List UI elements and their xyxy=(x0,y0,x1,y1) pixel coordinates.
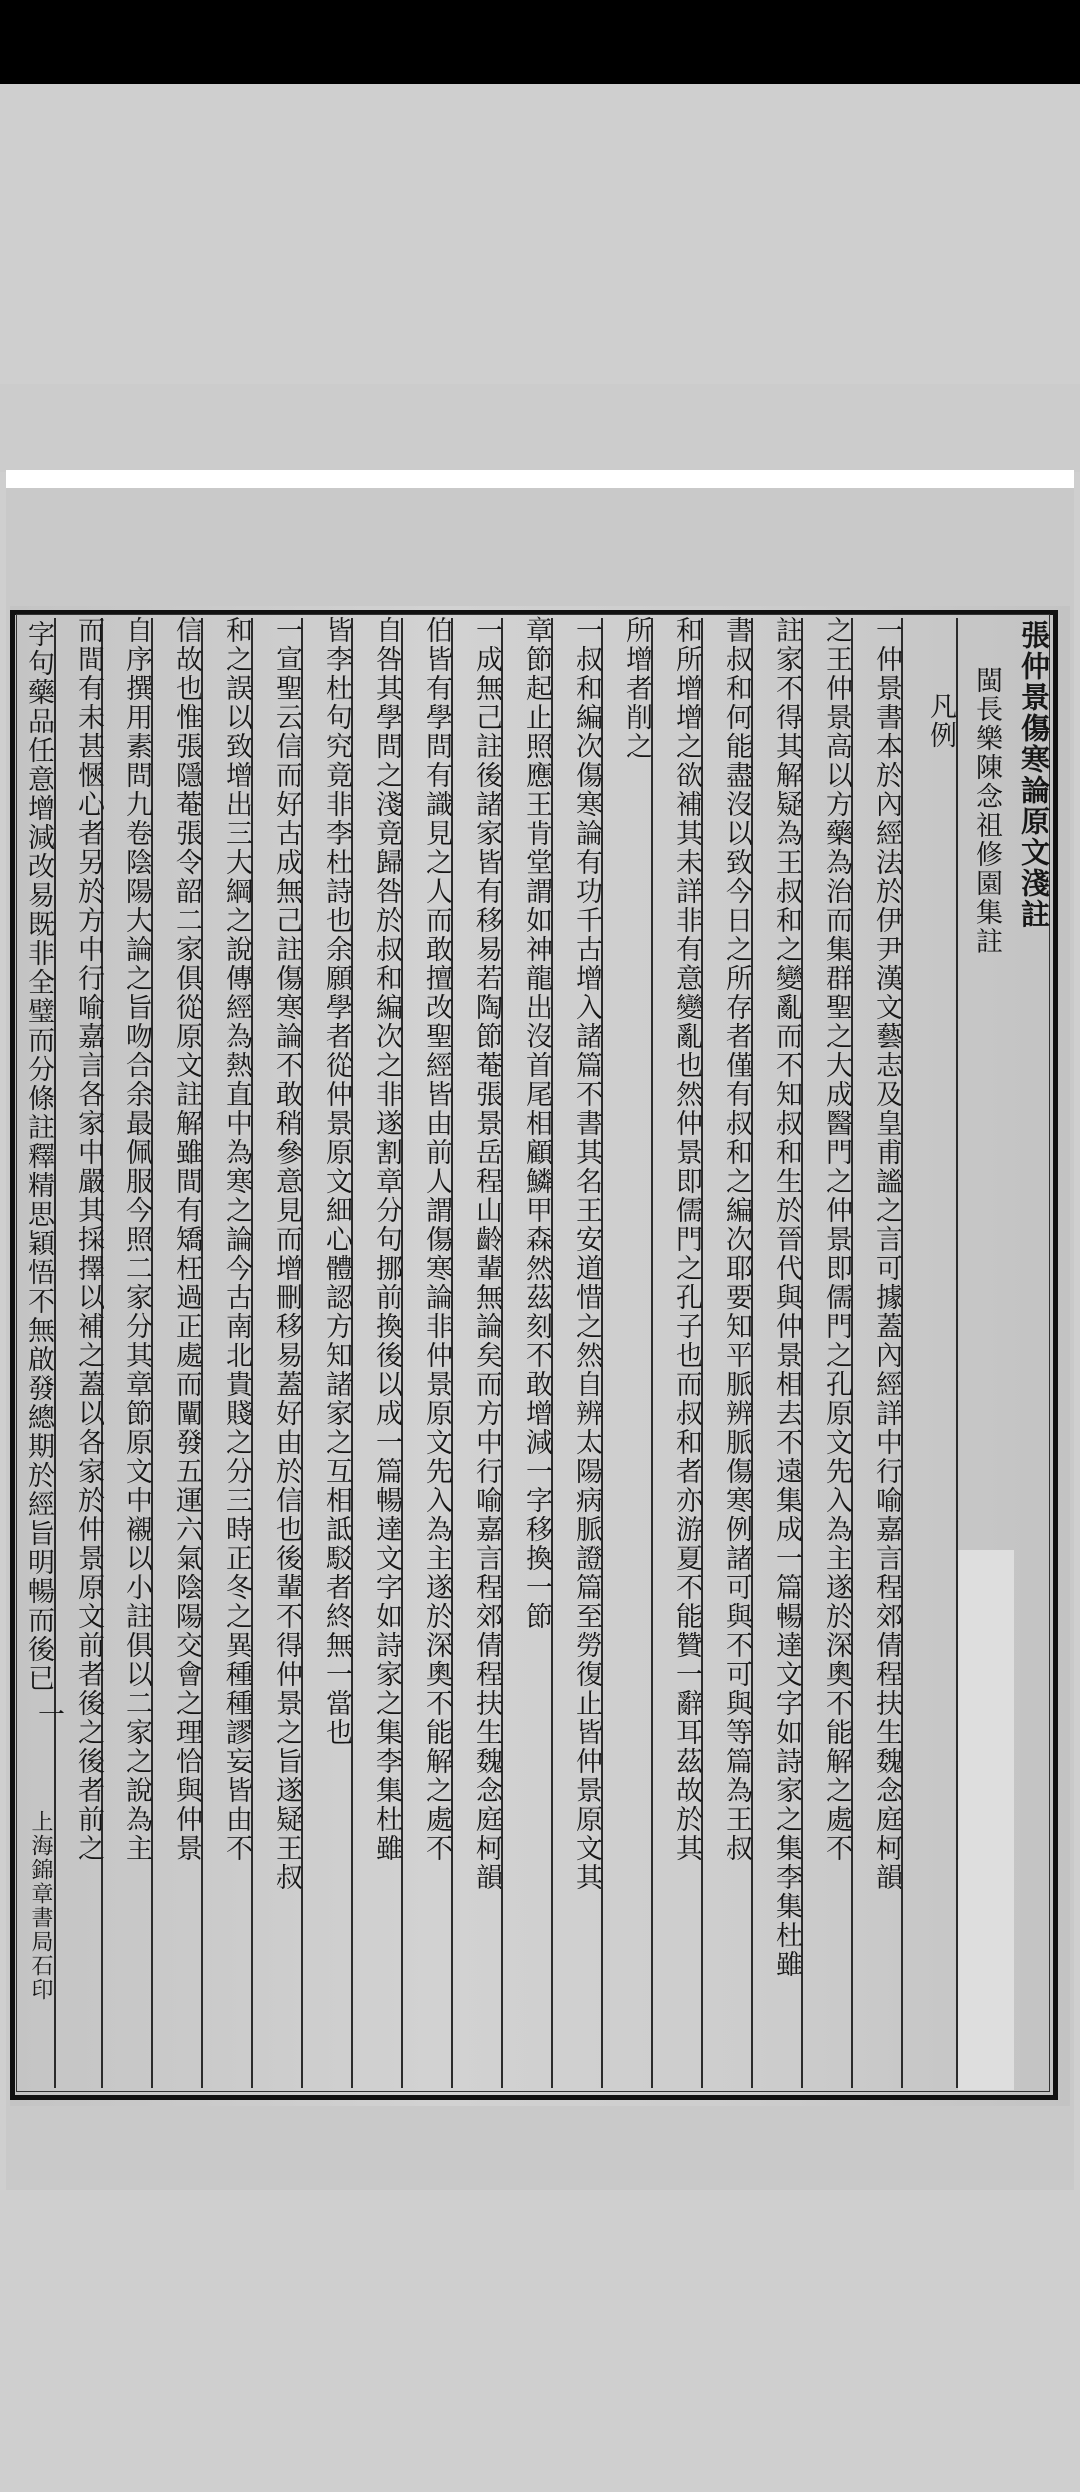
text-column: 而間有未甚愜心者另於方中行喻嘉言各家中嚴其採擇以補之蓋以各家於仲景原文前者後之後者前之 xyxy=(73,616,104,1863)
status-bar xyxy=(0,0,1080,84)
text-column: 一叔和編次傷寒論有功千古增入諸篇不書其名王安道惜之然自辨太陽病脈證篇至勞復止皆仲景原文其 xyxy=(571,616,602,1892)
viewer-background-bottom xyxy=(0,2190,1080,2492)
section-label: 凡例 xyxy=(925,692,956,750)
text-column: 一成無己註後諸家皆有移易若陶節菴張景岳程山齡輩無論矣而方中行喻嘉言程郊倩程扶生魏念庭柯韻 xyxy=(471,616,502,1892)
document-viewer[interactable] xyxy=(0,84,1080,2408)
compilers-line: 閩長樂陳念祖修園集註 xyxy=(971,666,1002,956)
text-column: 註家不得其解疑為王叔和之變亂而不知叔和生於晉代與仲景相去不遠集成一篇暢達文字如詩家之集李集杜雖 xyxy=(771,616,802,1979)
text-column: 字句藥品任意增減改易既非全璧而分條註釋精思穎悟不無啟發總期於經旨明暢而後已 xyxy=(23,620,54,1693)
text-column: 書叔和何能盡沒以致今日之所存者僅有叔和之編次耶要知平脈辨脈傷寒例諸可與不可與等篇為王叔 xyxy=(721,616,752,1863)
page-number: 一 xyxy=(33,1700,64,1729)
text-column: 所增者削之 xyxy=(621,616,652,761)
text-column: 伯皆有學問有識見之人而敢擅改聖經皆由前人謂傷寒論非仲景原文先入為主遂於深奧不能解之處不 xyxy=(421,616,452,1863)
text-column: 信故也惟張隱菴張令韶二家俱從原文註解雖間有矯枉過正處而闡發五運六氣陰陽交會之理恰與仲景 xyxy=(171,616,202,1863)
text-column: 一宣聖云信而好古成無己註傷寒論不敢稍參意見而增刪移易蓋好由於信也後輩不得仲景之旨遂疑王叔 xyxy=(271,616,302,1892)
viewer-background xyxy=(0,384,1080,472)
text-column: 和之誤以致增出三大綱之說傳經為熱直中為寒之論今古南北貴賤之分三時正冬之異種種謬妄皆由不 xyxy=(221,616,252,1863)
text-column: 一仲景書本於內經法於伊尹漢文藝志及皇甫謐之言可據蓋內經詳中行喻嘉言程郊倩程扶生魏念庭柯韻 xyxy=(871,616,902,1892)
text-column: 之王仲景高以方藥為治而集群聖之大成醫門之仲景即儒門之孔原文先入為主遂於深奧不能解之處不 xyxy=(821,616,852,1863)
text-column: 自咎其學問之淺竟歸咎於叔和編次之非遂割章分句挪前換後以成一篇暢達文字如詩家之集李集杜雖 xyxy=(371,616,402,1863)
redaction-patch xyxy=(958,1550,1014,2090)
text-column: 章節起止照應王肯堂謂如神龍出沒首尾相顧鱗甲森然茲刻不敢增減一字移換一節 xyxy=(521,616,552,1631)
book-title: 張仲景傷寒論原文淺註 xyxy=(1017,620,1051,930)
publisher-line: 上海錦章書局石印 xyxy=(28,1810,53,2002)
scanned-page xyxy=(6,470,1074,2190)
text-column: 皆李杜句究竟非李杜詩也余願學者從仲景原文細心體認方知諸家之互相詆駁者終無一當也 xyxy=(321,616,352,1747)
text-column: 和所增增之欲補其未詳非有意變亂也然仲景即儒門之孔子也而叔和者亦游夏不能贊一辭耳茲故於其 xyxy=(671,616,702,1863)
text-column: 自序撰用素問九卷陰陽大論之旨吻合余最佩服今照二家分其章節原文中襯以小註俱以二家之說為主 xyxy=(121,616,152,1863)
